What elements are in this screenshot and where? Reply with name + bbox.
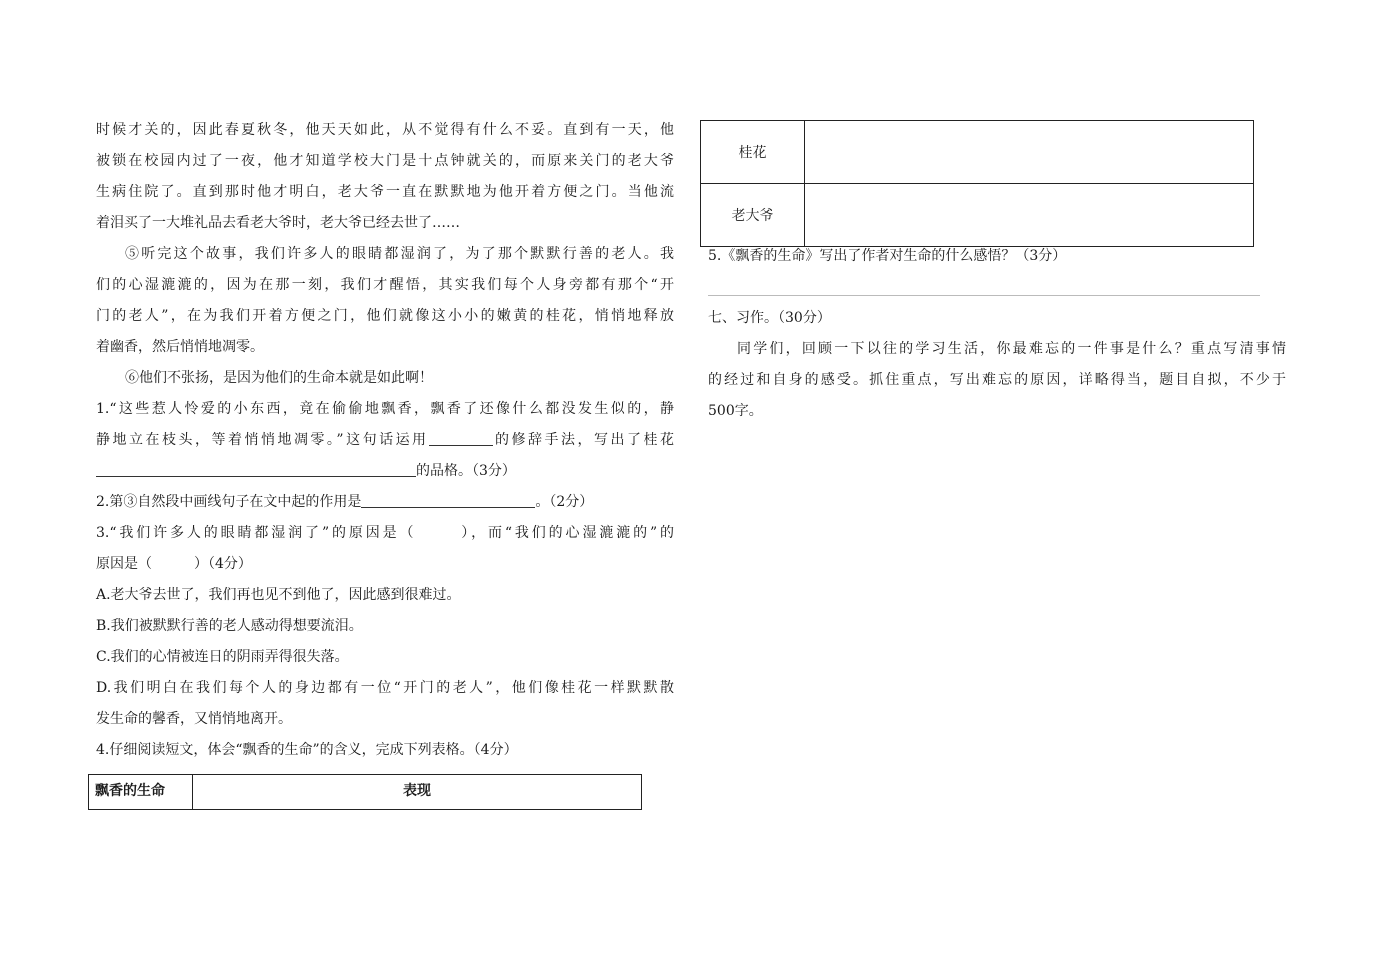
q3-text-b: ），而“我们的心湿漉漉的”的 [458,525,674,541]
q1-text-c: 的品格。（3分） [416,463,516,479]
q3-text-d: ）（4分） [194,556,252,572]
left-column [96,115,674,766]
table-header-cell: 表现 [193,775,642,810]
option-a: A.老大爷去世了，我们再也见不到他了，因此感到很难过。 [96,587,461,603]
table-header-cell: 飘香的生命 [89,775,193,810]
q3-text-a: 3.“我们许多人的眼睛都湿润了”的原因是（ [96,525,417,541]
question-1-line2 [96,425,674,456]
q3-text-c: 原因是（ [96,556,152,572]
answer-blank[interactable] [96,462,416,477]
text-line: 着泪买了一大堆礼品去看老大爷时，老大爷已经去世了…… [96,215,460,231]
option-c: C.我们的心情被连日的阴雨弄得很失落。 [96,649,349,665]
text-line: 同学们，回顾一下以往的学习生活，你最难忘的一件事是什么？重点写清事情 [737,341,1286,357]
text-line: 门的老人”，在为我们开着方便之门，他们就像这小小的嫩黄的桂花，悄悄地释放 [96,308,674,324]
question-3 [96,518,674,549]
option-d: D.我们明白在我们每个人的身边都有一位“开门的老人”，他们像桂花一样默默散 [96,680,674,696]
text-line: 500字。 [708,403,763,419]
question-3-line2 [96,549,674,580]
answer-cell[interactable] [805,121,1254,184]
answer-table-header [88,774,642,810]
section-heading: 七、习作。（30分） [708,310,831,326]
text-line: 时候才关的，因此春夏秋冬，他天天如此，从不觉得有什么不妥。直到有一天，他 [96,122,674,138]
answer-blank[interactable] [361,493,535,508]
q1-text-b: 的修辞手法，写出了桂花 [492,432,675,448]
text-line: ⑥他们不张扬，是因为他们的生命本就是如此啊！ [125,370,433,386]
question-2 [96,487,674,518]
text-line: 着幽香，然后悄悄地凋零。 [96,339,264,355]
essay-section [708,303,1286,427]
question-1: 1.“这些惹人怜爱的小东西，竟在偷偷地飘香，飘香了还像什么都没发生似的，静 [96,401,674,417]
answer-cell[interactable] [805,184,1254,247]
q1-text-a: 静地立在枝头，等着悄悄地凋零。”这句话运用 [96,432,429,448]
question-4: 4.仔细阅读短文，体会“飘香的生命”的含义，完成下列表格。（4分） [96,742,518,758]
text-line: 被锁在校园内过了一夜，他才知道学校大门是十点钟就关的，而原来关门的老大爷 [96,153,674,169]
text-line: ⑤听完这个故事，我们许多人的眼睛都湿润了，为了那个默默行善的老人。我 [125,246,674,262]
table-row-label: 老大爷 [701,184,805,247]
text-line: 们的心湿漉漉的，因为在那一刻，我们才醒悟，其实我们每个人身旁都有那个“开 [96,277,674,293]
option-b: B.我们被默默行善的老人感动得想要流泪。 [96,618,363,634]
q2-text-b: 。（2分） [535,494,594,510]
text-line: 生病住院了。直到那时他才明白，老大爷一直在默默地为他开着方便之门。当他流 [96,184,674,200]
question-1-line3 [96,456,674,487]
question-5: 5.《飘香的生命》写出了作者对生命的什么感悟？（3分） [708,248,1067,264]
q2-text-a: 2.第③自然段中画线句子在文中起的作用是 [96,494,362,510]
option-d-line2: 发生命的馨香，又悄悄地离开。 [96,711,292,727]
answer-table [700,120,1254,247]
answer-line[interactable] [708,295,1260,296]
text-line: 的经过和自身的感受。抓住重点，写出难忘的原因，详略得当，题目自拟，不少于 [708,372,1286,388]
answer-blank[interactable] [429,431,493,446]
table-row-label: 桂花 [701,121,805,184]
question-5-block [708,241,1286,272]
